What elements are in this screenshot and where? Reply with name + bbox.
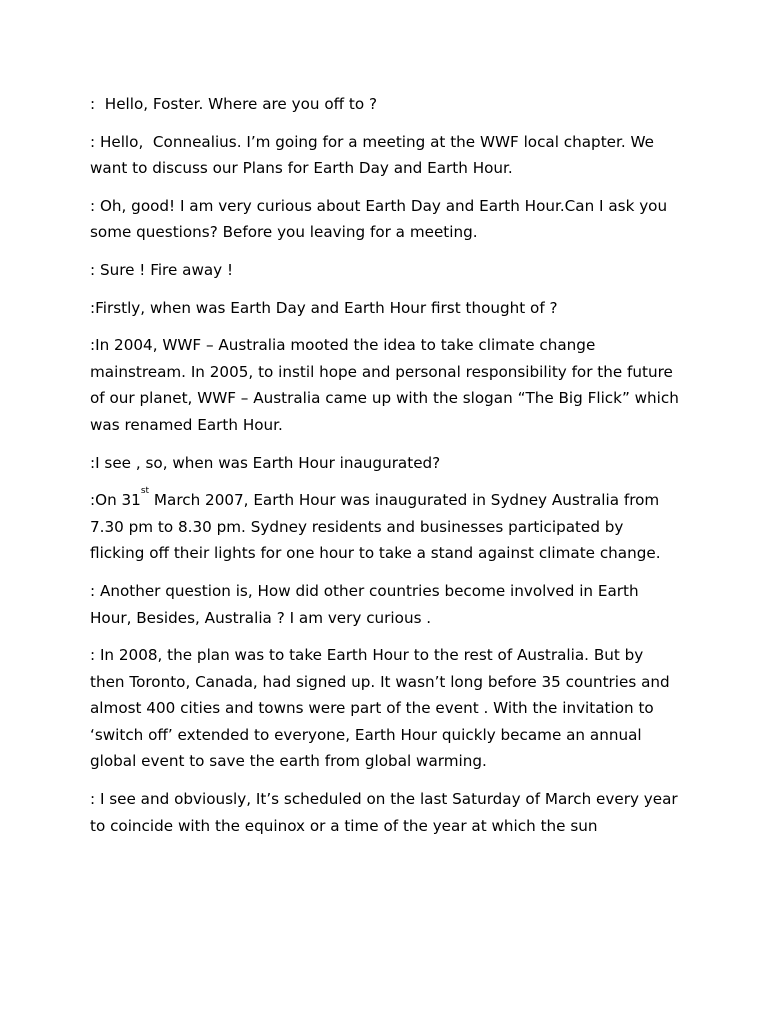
paragraph-10: : In 2008, the plan was to take Earth Hour to the rest of Australia. But by then Toronto, Canada, had signed up. It wasn’t long before 35 countries and almost 400 cities and towns were part of the event . With the invitation to ‘switch off’ extended to everyone, Earth Hour quickly became an annual global event to save the earth from global warming.: [90, 646, 675, 771]
dialogue-text: [90, 91, 684, 850]
paragraph-8-start: :On 31: [90, 491, 141, 510]
paragraph-2: : Hello, Connealius. I’m going for a meeting at the WWF local chapter. We want to discuss our Plans for Earth Day and Earth Hour.: [90, 132, 659, 178]
paragraph-9: : Another question is, How did other countries become involved in Earth Hour, Besides, Australia ? I am very curious .: [90, 581, 644, 627]
paragraph-3: : Oh, good! I am very curious about Earth Day and Earth Hour.Can I ask you some questions? Before you leaving for a meeting.: [90, 196, 672, 242]
paragraph-11: : I see and obviously, It’s scheduled on the last Saturday of March every year to coincide with the equinox or a time of the year at which the sun: [90, 790, 683, 835]
paragraph-7: :I see , so, when was Earth Hour inaugurated?: [90, 453, 441, 472]
paragraph-1: : Hello, Foster. Where are you off to ?: [90, 95, 378, 113]
ordinal-suffix: st: [140, 486, 150, 497]
paragraph-6: :In 2004, WWF – Australia mooted the idea to take climate change mainstream. In 2005, to instil hope and personal responsibility for the future of our planet, WWF – Australia came up with the slogan “The Big Flick” which was renamed Earth Hour.: [90, 336, 684, 434]
paragraph-5: :Firstly, when was Earth Day and Earth Hour first thought of ?: [90, 298, 558, 317]
paragraph-4: : Sure ! Fire away !: [90, 260, 234, 279]
paragraph-8-rest: March 2007, Earth Hour was inaugurated in Sydney Australia from 7.30 pm to 8.30 pm. Sydney residents and businesses participated by flicking off their lights for one hour to take a stand against climate change.: [90, 491, 665, 563]
paragraph-8: [90, 487, 680, 567]
